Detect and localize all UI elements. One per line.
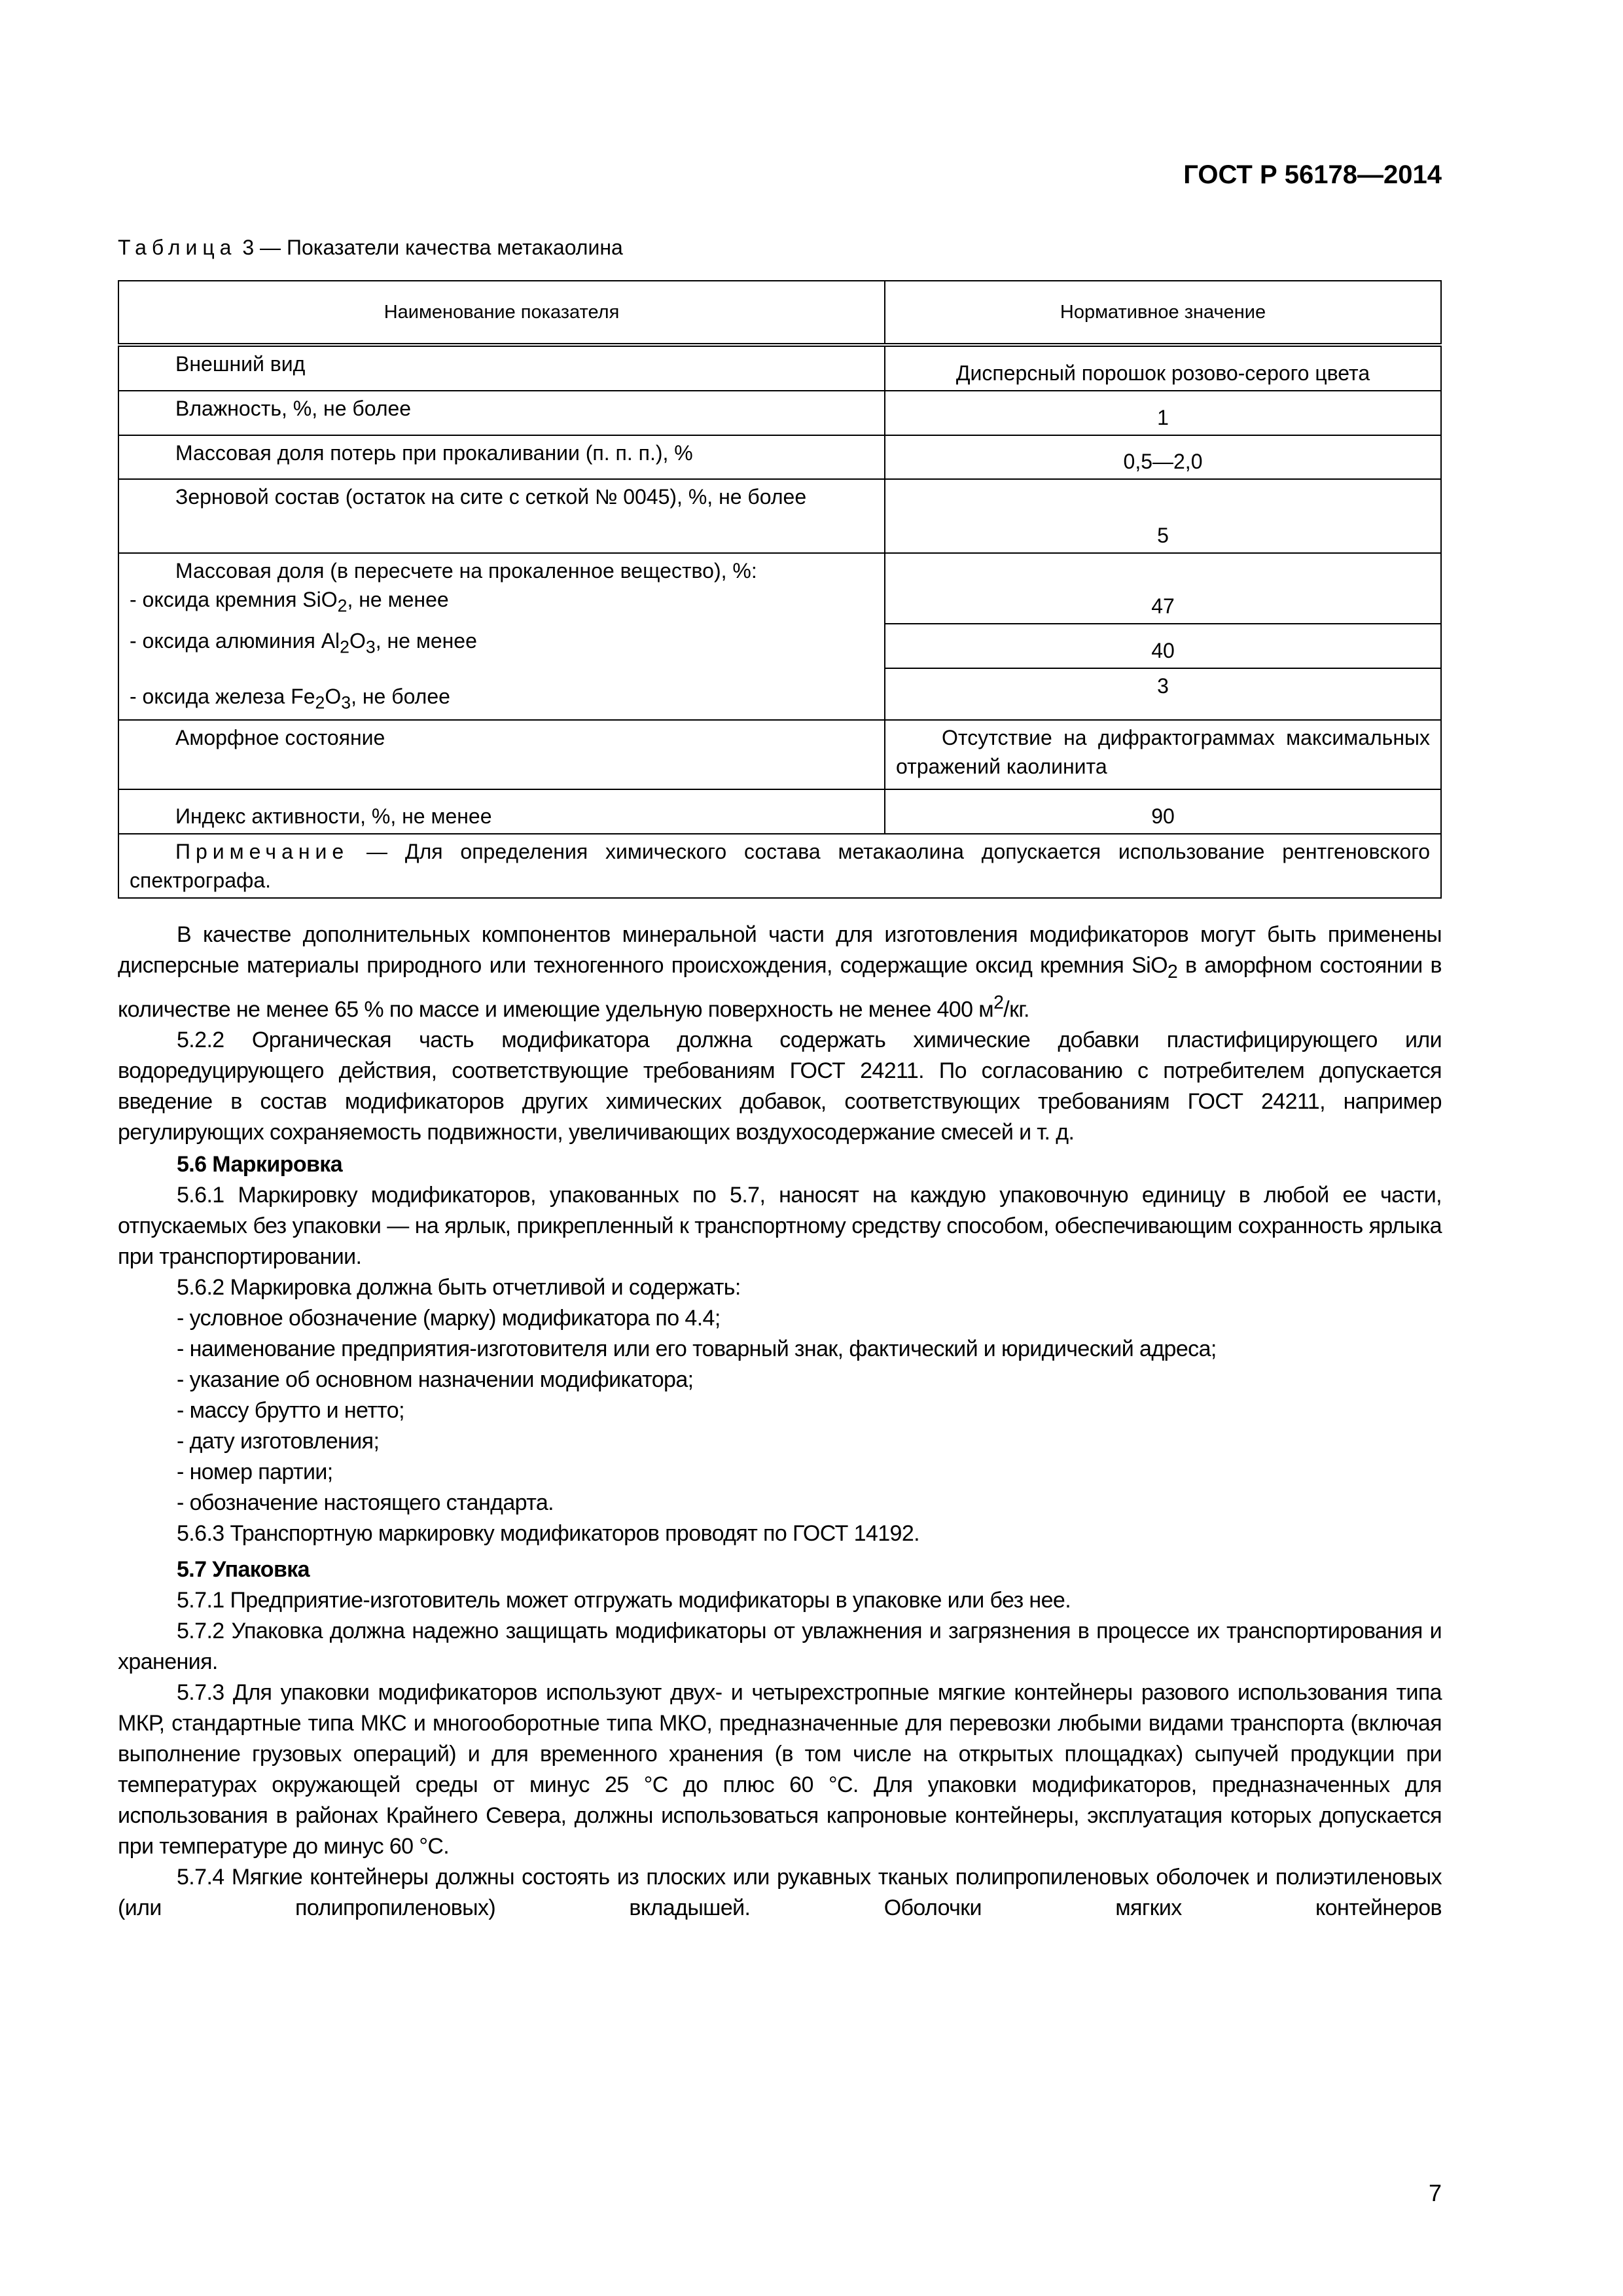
paragraph-5-7-2: 5.7.2 Упаковка должна надежно защищать модификаторы от увлажнения и загрязнения в процессе их транспортирования и хранения.	[118, 1619, 1442, 1675]
subscript: 2	[1167, 961, 1178, 982]
section-heading-5-6: 5.6 Маркировка	[177, 1152, 343, 1177]
table-row	[118, 789, 1441, 834]
superscript: 2	[993, 992, 1004, 1013]
row-name	[118, 553, 885, 624]
row-value: 90	[885, 789, 1441, 834]
text: - оксида кремния SiO	[130, 588, 338, 611]
table-row	[118, 435, 1441, 479]
paragraph-5-6-2: 5.6.2 Маркировка должна быть отчетливой и содержать:	[177, 1275, 741, 1300]
paragraph-5-6-3: 5.6.3 Транспортную маркировку модификаторов проводят по ГОСТ 14192.	[177, 1521, 919, 1547]
paragraph-5-7-4: 5.7.4 Мягкие контейнеры должны состоять из плоских или рукавных тканых полипропиленовых оболочек и полиэтиленовых (или полипропиленовых) вкладышей. Оболочки мягких контейнеров	[118, 1865, 1442, 1921]
row-value: 3	[885, 668, 1441, 720]
row-value: 40	[885, 624, 1441, 668]
row-name: Индекс активности, %, не менее	[118, 789, 885, 834]
table-header-row	[118, 281, 1441, 345]
table-row	[118, 668, 1441, 720]
paragraph-5-6-1: 5.6.1 Маркировку модификаторов, упакованных по 5.7, наносят на каждую упаковочную единицу в любой ее части, отпускаемых без упаковки — на ярлык, прикрепленный к транспортному средству способом, обеспечивающим сохранность ярлыка при транспортировании.	[118, 1183, 1442, 1270]
list-item: - условное обозначение (марку) модификатора по 4.4;	[177, 1306, 721, 1331]
page-number: 7	[1428, 2179, 1442, 2206]
row-value: 47	[885, 553, 1441, 624]
row-value: 1	[885, 391, 1441, 435]
section-heading-5-7: 5.7 Упаковка	[177, 1557, 310, 1583]
table-row	[118, 720, 1441, 789]
text: В качестве дополнительных компонентов минеральной части для изготовления модификаторов могут быть применены дисперсные материалы природного или техногенного происхождения, содержащие оксид кремния SiO	[118, 922, 1442, 978]
paragraph-5-7-3: 5.7.3 Для упаковки модификаторов используют двух- и четырехстропные мягкие контейнеры разового использования типа МКР, стандартные типа МКС и многооборотные типа МКО, предназначенные для перевозки любыми видами транспорта (включая выполнение грузовых операций) и для временного хранения (в том числе на открытых площадках) сыпучей продукции при температурах окружающей среды от минус 25 °С до плюс 60 °С. Для упаковки модификаторов, предназначенных для использования в районах Крайнего Севера, должны использоваться капроновые контейнеры, эксплуатация которых допускается при температуре до минус 60 °С.	[118, 1680, 1442, 1859]
list-item: - указание об основном назначении модификатора;	[177, 1367, 694, 1393]
document-number: ГОСТ Р 56178—2014	[1183, 160, 1442, 189]
list-item: - массу брутто и нетто;	[177, 1398, 404, 1424]
text: - оксида железа Fe	[130, 684, 315, 708]
row-name	[118, 668, 885, 720]
text: в аморфном состоянии в количестве не менее 65 % по массе и имеющие удельную поверхность не менее 400 м	[118, 953, 1442, 1022]
text: , не менее	[375, 629, 477, 653]
body-text	[118, 920, 1442, 1924]
note-prefix: Примечание	[175, 840, 349, 863]
column-header: Нормативное значение	[885, 281, 1441, 345]
table-row	[118, 391, 1441, 435]
table-row	[118, 345, 1441, 391]
row-name	[118, 624, 885, 668]
table-row	[118, 553, 1441, 624]
text: , не более	[351, 684, 450, 708]
row-name: Влажность, %, не более	[118, 391, 885, 435]
row-value: 5	[885, 479, 1441, 553]
table-caption	[118, 236, 623, 260]
row-value: Дисперсный порошок розово-серого цвета	[885, 345, 1441, 391]
row-value: Отсутствие на дифрактограммах максимальных отражений каолинита	[885, 720, 1441, 789]
text: /кг.	[1003, 997, 1029, 1022]
note-text: — Для определения химического состава метакаолина допускается использование рентгеновского спектрографа.	[130, 840, 1430, 892]
paragraph-5-7-1: 5.7.1 Предприятие-изготовитель может отгружать модификаторы в упаковке или без нее.	[177, 1588, 1071, 1613]
column-header: Наименование показателя	[118, 281, 885, 345]
quality-table	[118, 280, 1442, 899]
table-note	[118, 834, 1441, 898]
list-item: - дату изготовления;	[177, 1429, 380, 1454]
subscript: 2	[337, 596, 348, 616]
list-item: - номер партии;	[177, 1460, 333, 1485]
table-row	[118, 479, 1441, 553]
row-name: Внешний вид	[118, 345, 885, 391]
text: - оксида алюминия Al	[130, 629, 340, 653]
table-note-row	[118, 834, 1441, 898]
row-group-title: Массовая доля (в пересчете на прокаленное вещество), %:	[175, 559, 757, 583]
row-value: 0,5—2,0	[885, 435, 1441, 479]
subscript: 2	[315, 692, 325, 712]
paragraph-5-2-2: 5.2.2 Органическая часть модификатора должна содержать химические добавки пластифицирующего или водоредуцирующего действия, соответствующие требованиям ГОСТ 24211. По согласованию с потребителем допускается введение в состав модификаторов других химических добавок, соответствующих требованиям ГОСТ 24211, например регулирующих сохраняемость подвижности, увеличивающих воздухосодержание смесей и т. д.	[118, 1028, 1442, 1145]
list-item: - наименование предприятия-изготовителя или его товарный знак, фактический и юридический адреса;	[177, 1336, 1217, 1362]
subscript: 3	[341, 692, 351, 712]
text: O	[349, 629, 366, 653]
row-name: Зерновой состав (остаток на сите с сеткой № 0045), %, не более	[118, 479, 885, 553]
caption-prefix: Таблица	[118, 236, 237, 259]
row-subitem	[130, 585, 874, 620]
row-name: Массовая доля потерь при прокаливании (п. п. п.), %	[118, 435, 885, 479]
text: O	[325, 684, 342, 708]
caption-title: 3 — Показатели качества метакаолина	[242, 236, 623, 259]
list-item: - обозначение настоящего стандарта.	[177, 1490, 554, 1516]
table-row	[118, 624, 1441, 668]
row-name: Аморфное состояние	[118, 720, 885, 789]
subscript: 3	[365, 637, 376, 657]
paragraph-additional-components	[118, 920, 1442, 1025]
subscript: 2	[340, 637, 349, 657]
text: , не менее	[347, 588, 449, 611]
